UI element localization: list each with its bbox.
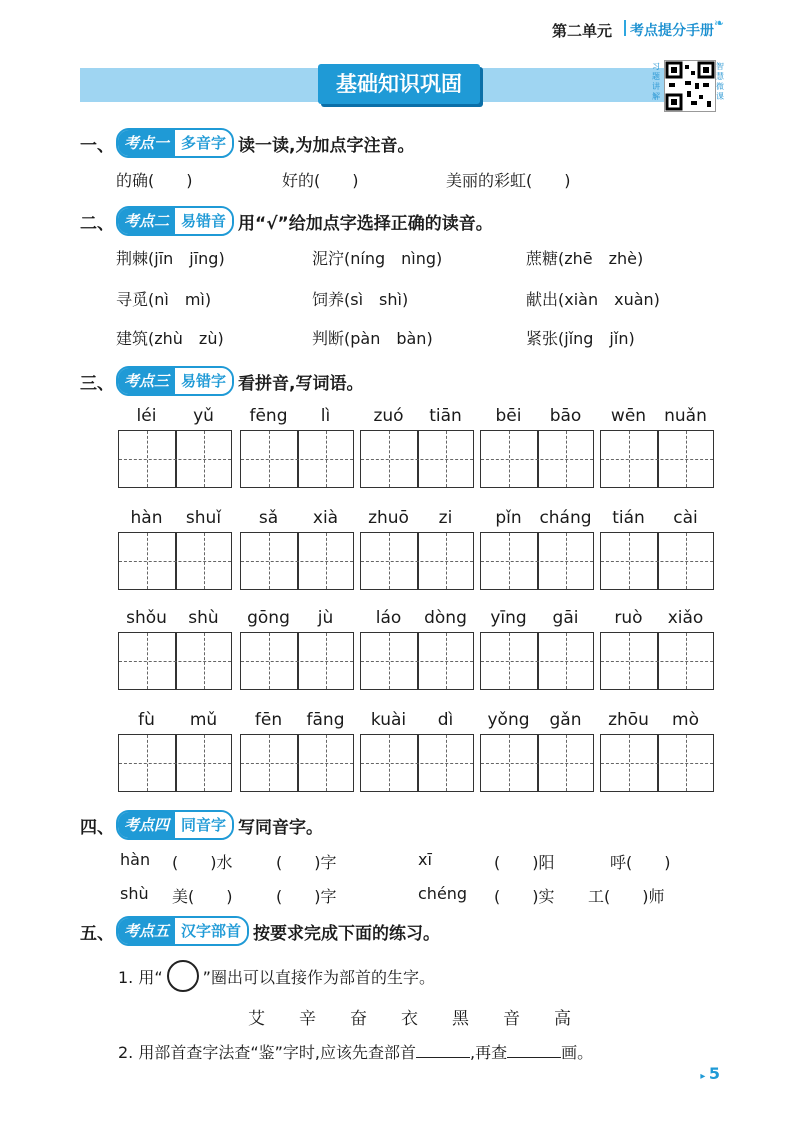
writing-box[interactable] [118,632,232,690]
pinyin-label: yǔ [193,406,214,426]
topic-tag [116,206,234,236]
pronunciation-choice[interactable]: 紧张(jǐng jǐn) [526,329,635,348]
pinyin-label: yīng [490,608,527,628]
qr-caption-left: 习题讲解 [652,62,660,101]
pinyin-label: ruò [614,608,643,628]
pinyin-label: xiǎo [667,608,704,628]
homophone-pinyin: hàn [120,850,151,869]
section-number: 三、 [80,373,114,394]
pronunciation-choice[interactable]: 建筑(zhù zù) [116,329,224,348]
instruction: 用“√”给加点字选择正确的读音。 [238,213,493,234]
character[interactable]: 音 [503,1009,520,1029]
section-number: 五、 [80,923,114,944]
writing-box[interactable] [240,430,354,488]
question-2-text-a: 2. 用部首查字法查“鉴”字时,应该先查部首 [118,1043,417,1062]
topic-tag [116,128,234,158]
topic-tag [116,366,234,396]
tag-topic: 同音字 [175,812,232,838]
polyphone-item: 美丽的彩虹( ) [446,171,571,190]
homophone-blank[interactable]: ( )阳 [494,853,555,872]
instruction: 按要求完成下面的练习。 [253,923,441,944]
writing-box[interactable] [118,734,232,792]
writing-box[interactable] [240,632,354,690]
homophone-blank[interactable]: 工( )师 [588,887,665,906]
character[interactable]: 奋 [350,1009,367,1029]
pinyin-label: gǎn [549,710,582,730]
writing-box[interactable] [240,532,354,590]
pinyin-label: sǎ [258,508,279,528]
tag-topic: 易错字 [175,368,232,394]
radical-blank[interactable] [416,1041,470,1058]
pinyin-label: xià [312,508,339,528]
tag-label: 考点二 [118,208,175,234]
pinyin-label: hàn [130,508,163,528]
homophone-pinyin: xī [418,850,432,869]
pinyin-label: dì [437,710,454,730]
section-5-heading [80,916,440,946]
section-number: 四、 [80,817,114,838]
writing-box[interactable] [240,734,354,792]
pinyin-label: tiān [429,406,462,426]
pinyin-label: fù [138,710,155,730]
pinyin-label: dòng [424,608,467,628]
tag-topic: 易错音 [175,208,232,234]
pinyin-label: zuó [373,406,404,426]
writing-box[interactable] [360,532,474,590]
homophone-pinyin: shù [120,884,149,903]
question-2-text-c: 画。 [561,1043,594,1062]
pinyin-label: bēi [495,406,522,426]
writing-box[interactable] [600,430,714,488]
writing-box[interactable] [600,632,714,690]
topic-tag [116,916,249,946]
pinyin-label: shuǐ [185,508,222,528]
polyphone-item: 好的( ) [282,171,359,190]
leaf-icon: ❧ [714,16,725,30]
question-1-text-a: 1. 用“ [118,967,163,987]
polyphone-item: 的确( ) [116,171,193,190]
qr-code-icon[interactable] [664,60,716,112]
instruction: 看拼音,写词语。 [238,373,364,394]
book-title: 考点提分手册 [630,23,714,39]
instruction: 写同音字。 [238,817,324,838]
writing-box[interactable] [600,734,714,792]
tag-label: 考点五 [118,918,175,944]
pinyin-label: láo [375,608,402,628]
homophone-blank[interactable]: ( )字 [276,853,337,872]
section-number: 一、 [80,135,114,156]
character[interactable]: 高 [554,1009,571,1029]
pinyin-label: mò [672,710,699,730]
homophone-blank[interactable]: ( )水 [172,853,233,872]
pronunciation-choice[interactable]: 判断(pàn bàn) [312,329,433,348]
writing-box[interactable] [118,532,232,590]
pronunciation-choice[interactable]: 泥泞(níng nìng) [312,249,443,268]
pinyin-label: gāi [552,608,579,628]
page-title: 基础知识巩固 [318,64,480,104]
character[interactable]: 艾 [248,1009,265,1029]
circle-icon [167,960,199,992]
section-1-heading [80,128,415,158]
writing-box[interactable] [480,734,594,792]
pinyin-label: jù [317,608,334,628]
pinyin-label: kuài [370,710,407,730]
writing-box[interactable] [480,632,594,690]
pinyin-label: zhuō [368,508,409,528]
pinyin-label: zi [438,508,453,528]
homophone-blank[interactable]: 美( ) [172,887,233,906]
tag-label: 考点四 [118,812,175,838]
page-number-value: 5 [708,1064,720,1083]
character[interactable]: 衣 [401,1009,418,1029]
question-1 [118,960,435,992]
pinyin-label: gōng [247,608,290,628]
pinyin-label: shù [188,608,219,628]
section-2-heading [80,206,493,236]
question-2 [118,1040,593,1063]
writing-box[interactable] [480,532,594,590]
writing-box[interactable] [360,430,474,488]
pinyin-label: pǐn [495,508,522,528]
section-4-heading [80,810,323,840]
homophone-pinyin: chéng [418,884,468,903]
pinyin-label: fāng [306,710,345,730]
question-2-text-b: ,再查 [470,1043,508,1062]
pinyin-label: bāo [549,406,582,426]
homophone-blank[interactable]: ( )实 [494,887,555,906]
pronunciation-choice[interactable]: 荆棘(jīn jīng) [116,249,225,268]
pinyin-label: cháng [539,508,592,528]
section-number: 二、 [80,213,114,234]
question-1-text-b: ”圈出可以直接作为部首的生字。 [202,967,435,987]
homophone-blank[interactable]: 呼( ) [610,853,671,872]
writing-box[interactable] [360,734,474,792]
unit-label: 第二单元 [552,22,613,40]
pinyin-label: shǒu [126,608,167,628]
instruction: 读一读,为加点字注音。 [238,135,415,156]
pinyin-label: zhōu [608,710,649,730]
pinyin-label: léi [136,406,157,426]
character-list [248,1004,571,1029]
pronunciation-choice[interactable]: 饲养(sì shì) [312,290,409,309]
section-3-heading [80,366,364,396]
pinyin-label: nuǎn [664,406,707,426]
pinyin-label: cài [673,508,698,528]
pronunciation-choice[interactable]: 寻觅(nì mì) [116,290,212,309]
pinyin-label: mǔ [189,710,218,730]
tag-label: 考点三 [118,368,175,394]
topic-tag [116,810,234,840]
pinyin-label: yǒng [487,710,530,730]
pinyin-label: tián [612,508,645,528]
character[interactable]: 黑 [452,1009,469,1029]
pinyin-label: lì [320,406,331,426]
pronunciation-choice[interactable]: 献出(xiàn xuàn) [526,290,660,309]
tag-topic: 多音字 [175,130,232,156]
page-number [700,1064,720,1083]
pronunciation-choice[interactable]: 蔗糖(zhē zhè) [526,249,644,268]
writing-box[interactable] [600,532,714,590]
page-arrow-icon: ▸ [700,1071,709,1082]
pinyin-label: fēn [254,710,283,730]
character[interactable]: 辛 [299,1009,316,1029]
stroke-count-blank[interactable] [507,1041,561,1058]
qr-caption-right: 智慧微课 [716,62,724,101]
pinyin-label: fēng [249,406,288,426]
writing-box[interactable] [360,632,474,690]
header-divider [624,20,626,36]
writing-box[interactable] [118,430,232,488]
pinyin-label: wēn [610,406,647,426]
tag-label: 考点一 [118,130,175,156]
homophone-blank[interactable]: ( )字 [276,887,337,906]
writing-box[interactable] [480,430,594,488]
tag-topic: 汉字部首 [175,918,247,944]
